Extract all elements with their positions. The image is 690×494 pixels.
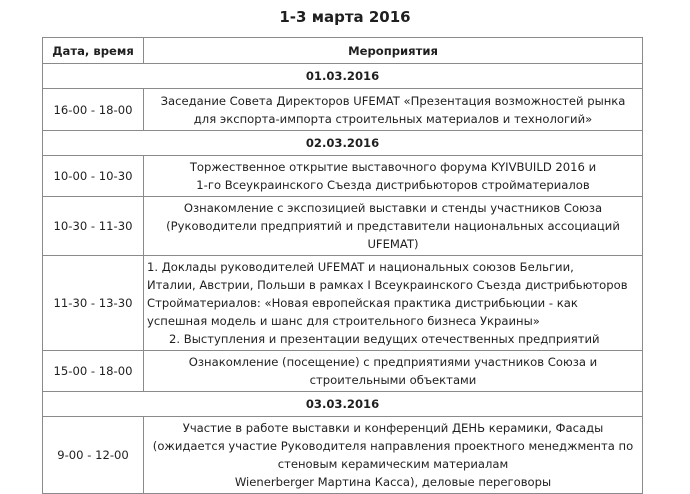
event-line: для экспорта-импорта строительных материалов и технологий» (193, 111, 593, 126)
event-line: Заседание Совета Директоров UFEMAT «Презентация возможностей рынка (160, 93, 626, 108)
event-cell (144, 256, 643, 351)
event-line: (ожидается участие Руководителя направления проектного менеджмента по (152, 439, 634, 453)
event-cell (144, 89, 643, 131)
table-row (43, 156, 643, 197)
event-cell (144, 351, 643, 392)
event-line: строительными объектами (309, 373, 477, 387)
event-line: Wienerberger Мартина Касса), деловые переговоры (234, 475, 552, 489)
date-row (43, 64, 643, 89)
event-line: Стройматериалов: «Новая европейская практика дистрибьюции - как (147, 296, 578, 310)
event-cell (144, 156, 643, 197)
date-row (43, 131, 643, 156)
event-line: Италии, Австрии, Польши в рамках I Всеукраинского Съезда дистрибьюторов (147, 278, 628, 292)
table-row (43, 89, 643, 131)
event-line: 2. Выступления и презентации ведущих отечественных предприятий (169, 332, 600, 346)
header-event: Мероприятия (144, 38, 643, 64)
table-header-row (43, 38, 643, 64)
table-row (43, 351, 643, 392)
date-cell: 02.03.2016 (43, 131, 643, 156)
page-title: 1-3 марта 2016 (279, 8, 411, 26)
event-line: (Руководители предприятий и представители национальных ассоциаций (166, 219, 620, 233)
date-cell: 01.03.2016 (43, 64, 643, 89)
date-cell: 03.03.2016 (43, 392, 643, 417)
event-cell (144, 417, 643, 494)
time-cell: 11-30 - 13-30 (43, 256, 144, 351)
event-line: успешная модель и шанс для строительного бизнеса Украины» (147, 314, 540, 328)
time-cell: 15-00 - 18-00 (43, 351, 144, 392)
table-row (43, 197, 643, 256)
event-line: 1-го Всеукраинского Съезда дистрибьюторов стройматериалов (196, 178, 590, 192)
header-time: Дата, время (43, 38, 144, 64)
event-line: 1. Доклады руководителей UFEMAT и национальных союзов Бельгии, (147, 260, 574, 274)
event-line: Ознакомление с экспозицией выставки и стенды участников Союза (183, 201, 603, 215)
table-row (43, 417, 643, 494)
time-cell: 16-00 - 18-00 (43, 89, 144, 131)
event-cell (144, 197, 643, 256)
event-line: UFEMAT) (367, 237, 419, 251)
schedule-table (42, 37, 643, 494)
table-row (43, 256, 643, 351)
time-cell: 10-00 - 10-30 (43, 156, 144, 197)
date-row (43, 392, 643, 417)
time-cell: 10-30 - 11-30 (43, 197, 144, 256)
event-line: стеновым керамическим материалам (277, 457, 509, 471)
event-line: Торжественное открытие выставочного форума KYIVBUILD 2016 и (189, 160, 597, 174)
event-line: Ознакомление (посещение) с предприятиями участников Союза и (188, 355, 598, 369)
event-line: Участие в работе выставки и конференций ДЕНЬ керамики, Фасады (182, 421, 604, 435)
time-cell: 9-00 - 12-00 (43, 417, 144, 494)
